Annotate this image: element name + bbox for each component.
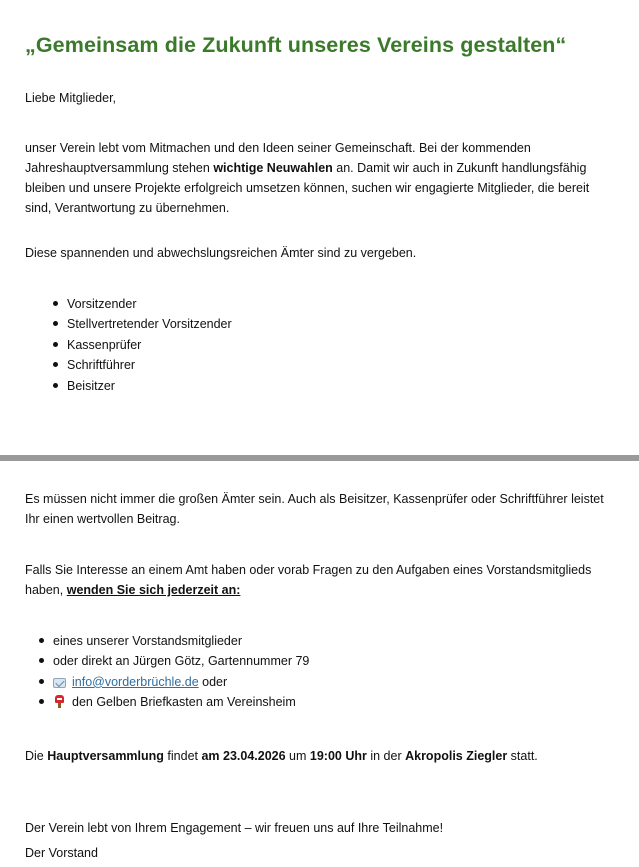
office-item-auditor: Kassenprüfer (53, 335, 232, 355)
contact-item-direct: oder direkt an Jürgen Götz, Gartennummer 79 (39, 651, 309, 671)
email-suffix: oder (198, 674, 228, 689)
small-offices-paragraph: Es müssen nicht immer die großen Ämter sein. Auch als Beisitzer, Kassenprüfer oder Schriftführer leistet Ihr einen wertvollen Beitrag. (25, 492, 604, 526)
contact-us-emphasis: wenden Sie sich jederzeit an: (66, 583, 241, 597)
contacts-list (39, 631, 309, 713)
contact-item-email (39, 672, 309, 692)
meeting-text-4: statt. (507, 749, 538, 763)
meeting-prefix: Die (25, 749, 48, 763)
meeting-time: 19:00 Uhr (309, 749, 367, 763)
office-item-secretary: Schriftführer (53, 355, 232, 375)
signature: Der Vorstand (25, 846, 98, 860)
contact-item-board: eines unserer Vorstandsmitglieder (39, 631, 309, 651)
office-item-chair: Vorsitzender (53, 294, 232, 314)
interest-text: Falls Sie Interesse an einem Amt haben oder vorab Fragen zu den Aufgaben eines Vorstandsmitglieds haben, (25, 563, 592, 597)
office-item-assessor: Beisitzer (53, 376, 232, 396)
offices-list (53, 294, 232, 396)
intro-paragraph (25, 138, 605, 218)
email-link[interactable]: info@vorderbrüchle.de (72, 674, 199, 689)
intro-bold-elections: wichtige Neuwahlen (213, 161, 333, 175)
office-item-vice-chair: Stellvertretender Vorsitzender (53, 314, 232, 334)
offices-intro: Diese spannenden und abwechslungsreichen Ämter sind zu vergeben. (25, 246, 417, 260)
section-divider (0, 455, 639, 461)
contact-item-mailbox (39, 692, 309, 712)
meeting-date: am 23.04.2026 (201, 749, 286, 763)
mailbox-text: den Gelben Briefkasten am Vereinsheim (72, 695, 296, 710)
meeting-event: Hauptversammlung (47, 749, 164, 763)
page-title: „Gemeinsam die Zukunft unseres Vereins gestalten“ (25, 33, 567, 57)
meeting-text-3: in der (366, 749, 406, 763)
meeting-paragraph (25, 746, 615, 766)
intro-text-2: an. Damit wir auch in Zukunft handlungsfähig bleiben und unsere Projekte erfolgreich umsetzen können, suchen wir engagierte Mitglieder, die bereit sind, Verantwortung zu übernehmen. (25, 161, 590, 215)
greeting: Liebe Mitglieder, (25, 91, 117, 105)
interest-paragraph (25, 560, 615, 600)
intro-text-1: unser Verein lebt vom Mitmachen und den Ideen seiner Gemeinschaft. Bei der kommenden Jahreshauptversammlung stehen (25, 141, 531, 175)
closing-line: Der Verein lebt von Ihrem Engagement – wir freuen uns auf Ihre Teilnahme! (25, 821, 444, 835)
meeting-text-2: um (285, 749, 310, 763)
envelope-icon (53, 678, 66, 688)
meeting-text-1: findet (163, 749, 202, 763)
meeting-venue: Akropolis Ziegler (405, 749, 508, 763)
postbox-icon (55, 695, 64, 708)
